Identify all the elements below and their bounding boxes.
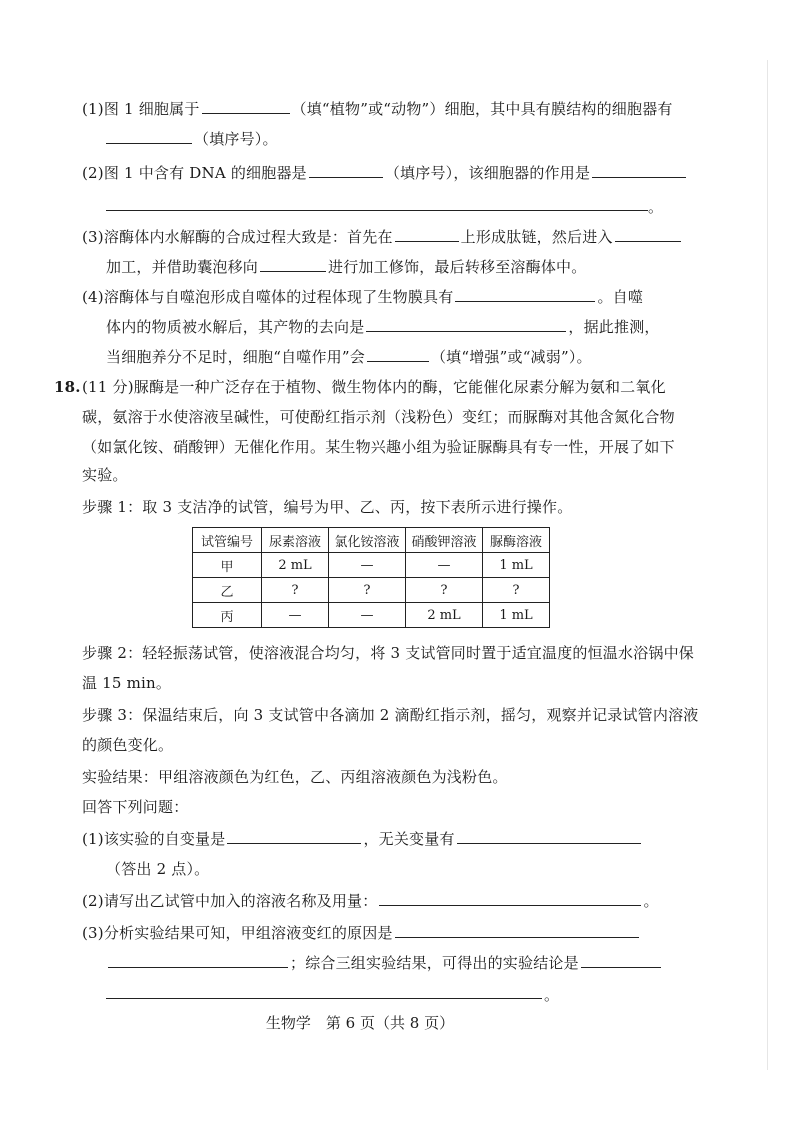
table-cell: — (262, 603, 329, 628)
answer-blank[interactable] (108, 952, 288, 968)
answer-blank[interactable] (379, 890, 641, 906)
table-header-cell: 试管编号 (193, 528, 262, 553)
q17-part3-line1 (82, 226, 683, 248)
q17-part4-line2 (106, 316, 660, 338)
q18-a3-text-a: (3)分析实验结果可知，甲组溶液变红的原因是 (82, 924, 393, 942)
q17-part4-text-b: 。自噬 (597, 288, 644, 306)
page-edge-shadow (767, 60, 768, 1070)
q18-intro-line2: 碳，氨溶于水使溶液呈碱性，可使酚红指示剂（浅粉色）变红；而脲酶对其他含氮化合物 (82, 408, 675, 426)
q17-part2-line1 (82, 162, 688, 184)
table-row (193, 578, 550, 603)
answer-blank[interactable] (615, 226, 681, 242)
q18-step3-line2: 的颜色变化。 (82, 736, 174, 754)
q17-part4-line1 (82, 286, 643, 308)
table-header-cell: 硝酸钾溶液 (406, 528, 483, 553)
q18-a3-text-b: ；综合三组实验结果，可得出的实验结论是 (290, 954, 579, 972)
q17-part1-text-c: （填序号）。 (194, 130, 278, 148)
answer-blank[interactable] (366, 316, 566, 332)
q18-result: 实验结果：甲组溶液颜色为红色，乙、丙组溶液颜色为浅粉色。 (82, 768, 508, 786)
q17-part3-line2 (106, 256, 586, 278)
q17-part4-text-e: 当细胞养分不足时，细胞“自噬作用”会 (106, 348, 365, 366)
q18-intro-line1: (11 分)脲酶是一种广泛存在于植物、微生物体内的酶，它能催化尿素分解为氨和二氧化 (82, 378, 666, 396)
answer-blank[interactable] (309, 162, 383, 178)
q18-a1-line1 (82, 828, 643, 850)
q18-a2-text-a: (2)请写出乙试管中加入的溶液名称及用量： (82, 892, 378, 910)
q17-part2-text-a: (2)图 1 中含有 DNA 的细胞器是 (82, 164, 307, 182)
q18-answer-prompt: 回答下列问题： (82, 798, 189, 816)
answer-blank[interactable] (367, 346, 429, 362)
table-cell: 1 mL (483, 603, 550, 628)
q18-step2-line2: 温 15 min。 (82, 674, 172, 692)
table-cell: 2 mL (406, 603, 483, 628)
q18-a2-end: 。 (643, 892, 659, 910)
q17-part4-text-f: （填“增强”或“减弱”）。 (430, 348, 592, 366)
q18-a1-text-b: ，无关变量有 (363, 830, 455, 848)
table-cell: — (329, 603, 406, 628)
table-header-cell: 氯化铵溶液 (329, 528, 406, 553)
answer-blank[interactable] (227, 828, 361, 844)
q17-part4-line3 (106, 346, 592, 368)
q17-part2-text-b: （填序号），该细胞器的作用是 (384, 164, 591, 182)
table-cell: ? (262, 578, 329, 603)
table-cell: 2 mL (262, 553, 329, 578)
q17-part3-text-d: 进行加工修饰，最后转移至溶酶体中。 (328, 258, 587, 276)
answer-blank[interactable] (592, 162, 686, 178)
answer-blank[interactable] (260, 256, 326, 272)
table-header-cell: 尿素溶液 (262, 528, 329, 553)
answer-line[interactable] (106, 998, 542, 999)
table-cell: 乙 (193, 578, 262, 603)
q18-step2-line1: 步骤 2：轻轻振荡试管，使溶液混合均匀，将 3 支试管同时置于适宜温度的恒温水浴锅中保 (82, 644, 694, 662)
q17-part4-text-c: 体内的物质被水解后，其产物的去向是 (106, 318, 365, 336)
q18-intro-line4: 实验。 (82, 466, 128, 484)
answer-blank[interactable] (395, 226, 459, 242)
q18-number: 18. (54, 378, 81, 396)
answer-blank[interactable] (395, 922, 639, 938)
q17-part1-line2 (104, 128, 278, 150)
q18-a1-line2: （答出 2 点）。 (106, 860, 210, 878)
q17-part2-end: 。 (648, 198, 664, 216)
table-cell: ? (329, 578, 406, 603)
table-header-cell: 脲酶溶液 (483, 528, 550, 553)
answer-blank[interactable] (455, 286, 595, 302)
table-header-row (193, 528, 550, 553)
answer-blank[interactable] (581, 952, 661, 968)
table-cell: ? (406, 578, 483, 603)
q18-a3-line1 (82, 922, 641, 944)
table-cell: 丙 (193, 603, 262, 628)
page-footer: 生物学 第 6 页（共 8 页） (265, 1014, 455, 1032)
table-cell: — (406, 553, 483, 578)
q17-part3-text-b: 上形成肽链，然后进入 (460, 228, 613, 246)
q18-step3-line1: 步骤 3：保温结束后，向 3 支试管中各滴加 2 滴酚红指示剂，摇匀，观察并记录试管内溶液 (82, 706, 699, 724)
table-cell: — (329, 553, 406, 578)
table-cell: 1 mL (483, 553, 550, 578)
q17-part4-text-d: ，据此推测， (568, 318, 660, 336)
test-tube-table (192, 527, 550, 628)
q17-part1-text-a: (1)图 1 细胞属于 (82, 100, 200, 118)
q17-part3-text-c: 加工，并借助囊泡移向 (106, 258, 259, 276)
q18-step1: 步骤 1：取 3 支洁净的试管，编号为甲、乙、丙，按下表所示进行操作。 (82, 498, 573, 516)
q18-a3-end: 。 (544, 986, 560, 1004)
q17-part1-text-b: （填“植物”或“动物”）细胞，其中具有膜结构的细胞器有 (291, 100, 673, 118)
answer-blank[interactable] (457, 828, 641, 844)
table-cell: 甲 (193, 553, 262, 578)
q18-a3-line2 (106, 952, 663, 974)
table-row (193, 603, 550, 628)
table-row (193, 553, 550, 578)
answer-line[interactable] (106, 210, 648, 211)
q17-part1-line1 (82, 98, 673, 120)
q18-intro-line3: （如氯化铵、硝酸钾）无催化作用。某生物兴趣小组为验证脲酶具有专一性，开展了如下 (82, 438, 675, 456)
q17-part3-text-a: (3)溶酶体内水解酶的合成过程大致是：首先在 (82, 228, 393, 246)
table-cell: ? (483, 578, 550, 603)
q18-a1-text-a: (1)该实验的自变量是 (82, 830, 226, 848)
q17-part4-text-a: (4)溶酶体与自噬泡形成自噬体的过程体现了生物膜具有 (82, 288, 454, 306)
answer-blank[interactable] (106, 128, 192, 144)
q18-a2-line1 (82, 890, 659, 912)
answer-blank[interactable] (202, 98, 290, 114)
